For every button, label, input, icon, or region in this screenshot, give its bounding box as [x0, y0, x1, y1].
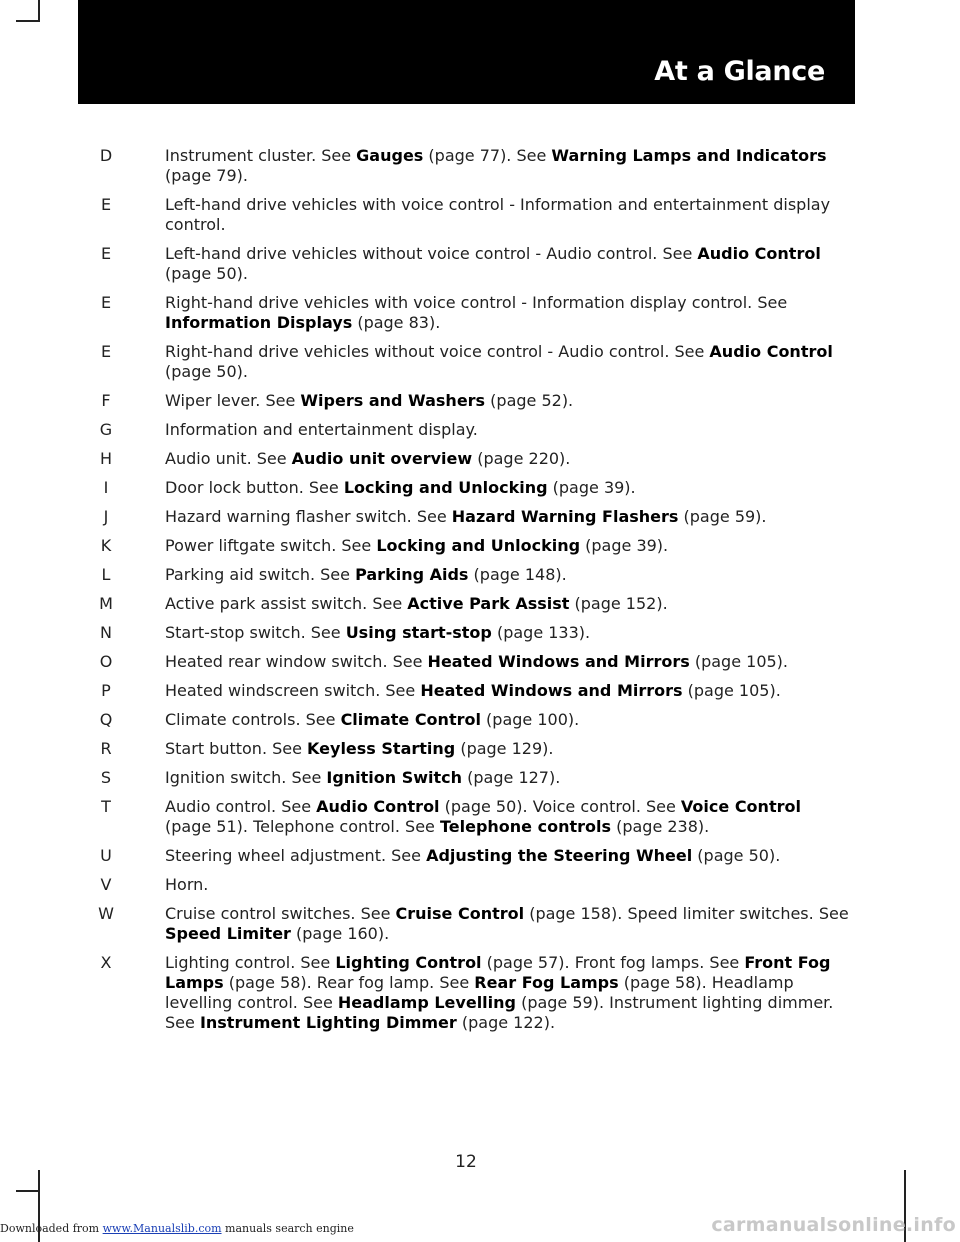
entry-letter: G [99, 420, 113, 439]
cross-reference: Rear Fog Lamps [474, 973, 619, 992]
cross-reference: Instrument Lighting Dimmer [199, 1013, 457, 1032]
entry-letter: W [98, 904, 114, 923]
description-text: (page 127). [462, 768, 561, 787]
cross-reference: Cruise Control [395, 904, 525, 923]
entry-description [165, 146, 850, 186]
description-text: (page 79). [165, 166, 248, 185]
entry-description [165, 565, 850, 585]
entry-description [165, 710, 850, 730]
description-text: (page 57). Front fog lamps. See [481, 953, 745, 972]
cross-reference: Adjusting the Steering Wheel [426, 846, 693, 865]
entry-letter: D [99, 146, 113, 165]
description-text: (page 238). [611, 817, 710, 836]
legend-entry [80, 953, 850, 1033]
entry-letter: V [100, 875, 112, 894]
description-text: (page 50). [165, 264, 248, 283]
description-text: Start button. See [165, 739, 308, 758]
entry-description [165, 594, 850, 614]
description-text: Active park assist switch. See [165, 594, 408, 613]
legend-entry [80, 739, 850, 759]
crop-mark [38, 0, 40, 22]
entry-letter: K [100, 536, 112, 555]
entry-letter: Q [99, 710, 113, 729]
entry-description [165, 391, 850, 411]
entry-letter: H [99, 449, 113, 468]
description-text: Heated windscreen switch. See [165, 681, 421, 700]
legend-list [80, 146, 850, 1042]
entry-letter: E [100, 244, 112, 263]
description-text: Audio control. See [165, 797, 317, 816]
description-text: (page 158). Speed limiter switches. See [524, 904, 849, 923]
entry-letter: F [101, 391, 111, 410]
entry-description [165, 342, 850, 382]
entry-letter: T [101, 797, 111, 816]
download-footer [0, 1222, 354, 1235]
cross-reference: Wipers and Washers [300, 391, 486, 410]
cross-reference: Active Park Assist [407, 594, 570, 613]
cross-reference: Lighting Control [335, 953, 482, 972]
legend-entry [80, 904, 850, 944]
description-text: Steering wheel adjustment. See [165, 846, 427, 865]
cross-reference: Heated Windows and Mirrors [420, 681, 683, 700]
entry-letter: M [99, 594, 113, 613]
legend-entry [80, 565, 850, 585]
legend-entry [80, 420, 850, 440]
description-text: (page 59). Instrument lighting dimmer. See [165, 993, 834, 1032]
entry-letter: E [100, 293, 112, 312]
cross-reference: Front Fog Lamps [165, 953, 831, 992]
legend-entry [80, 797, 850, 837]
entry-description [165, 904, 850, 944]
cross-reference: Using start-stop [345, 623, 492, 642]
footer-suffix: manuals search engine [221, 1222, 354, 1235]
cross-reference: Locking and Unlocking [343, 478, 548, 497]
legend-entry [80, 449, 850, 469]
section-title: At a Glance [654, 56, 825, 87]
description-text: (page 59). [678, 507, 767, 526]
entry-letter: S [100, 768, 112, 787]
legend-entry [80, 478, 850, 498]
description-text: Right-hand drive vehicles without voice control - Audio control. See [165, 342, 710, 361]
entry-description [165, 507, 850, 527]
section-header [78, 0, 855, 104]
cross-reference: Speed Limiter [165, 924, 291, 943]
cross-reference: Climate Control [340, 710, 481, 729]
entry-letter: I [103, 478, 109, 497]
description-text: (page 105). [689, 652, 789, 671]
description-text: Start-stop switch. See [165, 623, 346, 642]
legend-entry [80, 536, 850, 556]
entry-description [165, 652, 850, 672]
description-text: (page 133). [491, 623, 591, 642]
description-text: Parking aid switch. See [165, 565, 356, 584]
cross-reference: Keyless Starting [307, 739, 456, 758]
description-text: (page 52). [485, 391, 574, 410]
legend-entry [80, 507, 850, 527]
description-text: Lighting control. See [165, 953, 336, 972]
description-text: Door lock button. See [165, 478, 344, 497]
description-text: Cruise control switches. See [165, 904, 396, 923]
entry-letter: J [103, 507, 109, 526]
entry-description [165, 681, 850, 701]
description-text: (page 83). [352, 313, 441, 332]
entry-description [165, 536, 850, 556]
description-text: (page 39). [580, 536, 669, 555]
entry-letter: P [101, 681, 111, 700]
entry-description [165, 449, 850, 469]
legend-entry [80, 342, 850, 382]
description-text: (page 100). [480, 710, 580, 729]
cross-reference: Headlamp Levelling [337, 993, 516, 1012]
crop-mark [16, 1190, 40, 1192]
description-text: Right-hand drive vehicles with voice control - Information display control. See [165, 293, 788, 312]
description-text: (page 160). [290, 924, 390, 943]
entry-description [165, 768, 850, 788]
description-text: (page 152). [569, 594, 668, 613]
description-text: (page 148). [468, 565, 567, 584]
description-text: (page 50). [165, 362, 248, 381]
entry-letter: E [100, 195, 112, 214]
legend-entry [80, 768, 850, 788]
description-text: Horn. [165, 875, 209, 894]
legend-entry [80, 594, 850, 614]
cross-reference: Locking and Unlocking [376, 536, 581, 555]
cross-reference: Hazard Warning Flashers [451, 507, 679, 526]
cross-reference: Telephone controls [439, 817, 611, 836]
cross-reference: Information Displays [165, 313, 353, 332]
entry-letter: N [100, 623, 112, 642]
description-text: Audio unit. See [165, 449, 292, 468]
crop-mark [16, 20, 40, 22]
entry-letter: L [101, 565, 111, 584]
entry-description [165, 623, 850, 643]
cross-reference: Audio unit overview [291, 449, 473, 468]
description-text: Left-hand drive vehicles with voice control - Information and entertainment display control. [165, 195, 831, 234]
entry-description [165, 244, 850, 284]
legend-entry [80, 293, 850, 333]
description-text: (page 220). [472, 449, 571, 468]
description-text: Left-hand drive vehicles without voice control - Audio control. See [165, 244, 698, 263]
cross-reference: Heated Windows and Mirrors [427, 652, 690, 671]
cross-reference: Audio Control [316, 797, 440, 816]
description-text: Hazard warning flasher switch. See [165, 507, 452, 526]
cross-reference: Parking Aids [355, 565, 469, 584]
description-text: (page 129). [455, 739, 554, 758]
legend-entry [80, 875, 850, 895]
entry-description [165, 478, 850, 498]
description-text: (page 51). Telephone control. See [165, 817, 440, 836]
legend-entry [80, 146, 850, 186]
entry-letter: X [100, 953, 112, 972]
description-text: Heated rear window switch. See [165, 652, 428, 671]
legend-entry [80, 244, 850, 284]
description-text: Power liftgate switch. See [165, 536, 377, 555]
cross-reference: Voice Control [680, 797, 801, 816]
legend-entry [80, 391, 850, 411]
entry-description [165, 420, 850, 440]
entry-letter: R [100, 739, 112, 758]
cross-reference: Warning Lamps and Indicators [551, 146, 827, 165]
description-text: (page 39). [547, 478, 636, 497]
description-text: (page 122). [456, 1013, 556, 1032]
description-text: Ignition switch. See [165, 768, 327, 787]
watermark: carmanualsonline.info [711, 1214, 956, 1236]
entry-description [165, 875, 850, 895]
page-number: 12 [455, 1152, 477, 1172]
entry-description [165, 797, 850, 837]
description-text: Climate controls. See [165, 710, 341, 729]
manualslib-link[interactable]: www.Manualslib.com [102, 1222, 222, 1235]
description-text: (page 58). Headlamp levelling control. See [165, 973, 794, 1012]
entry-description [165, 293, 850, 333]
legend-entry [80, 623, 850, 643]
cross-reference: Audio Control [709, 342, 833, 361]
legend-entry [80, 652, 850, 672]
entry-description [165, 739, 850, 759]
entry-description [165, 953, 850, 1033]
cross-reference: Audio Control [697, 244, 821, 263]
description-text: (page 50). Voice control. See [439, 797, 681, 816]
legend-entry [80, 195, 850, 235]
legend-entry [80, 710, 850, 730]
entry-description [165, 195, 850, 235]
description-text: Wiper lever. See [165, 391, 301, 410]
entry-description [165, 846, 850, 866]
description-text: (page 50). [692, 846, 781, 865]
footer-prefix: Downloaded from [0, 1222, 103, 1235]
description-text: (page 58). Rear fog lamp. See [223, 973, 475, 992]
cross-reference: Ignition Switch [326, 768, 463, 787]
entry-letter: E [100, 342, 112, 361]
description-text: (page 77). See [423, 146, 552, 165]
legend-entry [80, 846, 850, 866]
entry-letter: U [100, 846, 112, 865]
description-text: Information and entertainment display. [165, 420, 478, 439]
legend-entry [80, 681, 850, 701]
cross-reference: Gauges [356, 146, 424, 165]
entry-letter: O [99, 652, 113, 671]
description-text: Instrument cluster. See [165, 146, 357, 165]
description-text: (page 105). [682, 681, 781, 700]
